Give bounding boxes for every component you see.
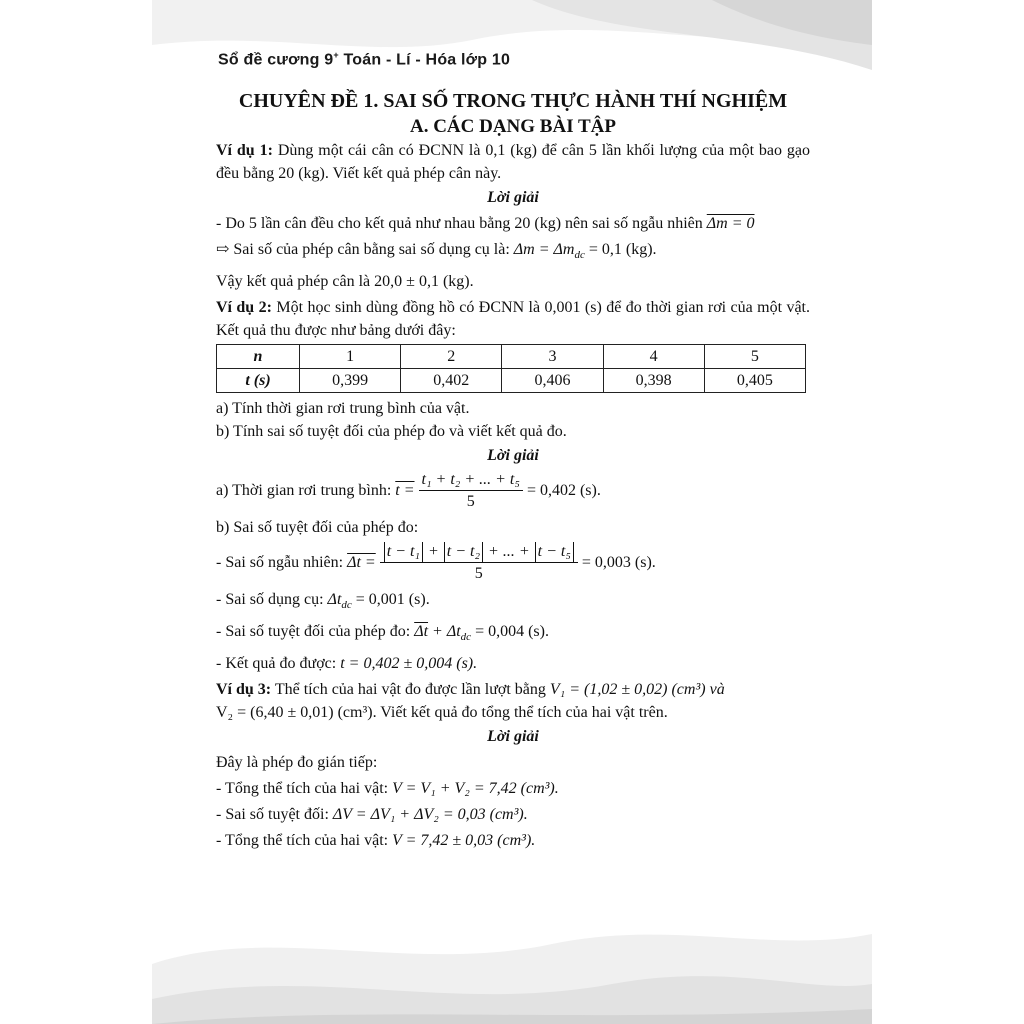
- table-cell: 0,405: [704, 369, 805, 393]
- fraction: $\frac{\text{t₁ + t₂ + ... + t₅}}{5}$: [419, 470, 523, 513]
- random-error-formula: - Sai số ngẫu nhiên: Δt = $\frac{\text{t − t₁ + t − t₂ + ... + t − t₅}}{5}$ = 0,003 (s).: [216, 542, 810, 585]
- tool-error-line: - Sai số dụng cụ: $\Delta t_{dc} = 0,001$ (s).: [216, 591, 430, 611]
- example-1-line: ⇨ Sai số của phép cân bằng sai số dụng cụ là: $\Delta m = \Delta m_{dc} = 0,1$ (kg).: [216, 241, 657, 261]
- table-cell: 3: [502, 345, 603, 369]
- solution-label: Lời giải: [487, 447, 539, 464]
- table-row: [217, 369, 806, 393]
- example-3-line: Đây là phép đo gián tiếp:: [216, 754, 378, 771]
- example-3-statement-cont: V₂ = (6,40 ± 0,01) (cm³). Viết kết quả đo tổng thể tích của hai vật trên.: [216, 704, 668, 721]
- absolute-error-heading: b) Sai số tuyệt đối của phép đo:: [216, 519, 419, 536]
- example-1-line: - Do 5 lần cân đều cho kết quả như nhau bằng 20 (kg) nên sai số ngẫu nhiên Δm = 0: [216, 215, 755, 232]
- document-body: [216, 86, 810, 855]
- table-cell: 0,402: [401, 369, 502, 393]
- result-line: - Kết quả đo được: t = 0,402 ± 0,004 (s).: [216, 655, 478, 672]
- table-cell: 1: [300, 345, 401, 369]
- table-cell: 0,399: [300, 369, 401, 393]
- table-cell: 2: [401, 345, 502, 369]
- question-a: a) Tính thời gian rơi trung bình của vật.: [216, 400, 470, 417]
- solution-label: Lời giải: [487, 728, 539, 745]
- table-cell: 0,398: [603, 369, 704, 393]
- example-1-result: Vậy kết quả phép cân là 20,0 ± 0,1 (kg).: [216, 273, 474, 290]
- example-3-line: - Sai số tuyệt đối: ΔV = ΔV₁ + ΔV₂ = 0,03 (cm³).: [216, 806, 528, 823]
- footer-wave-decoration: [152, 904, 872, 1024]
- total-error-line: - Sai số tuyệt đối của phép đo: $\overline{\Delta t} + \Delta t_{dc} = 0,004$ (s).: [216, 623, 549, 643]
- book-header: Sổ đề cương 9+ Toán - Lí - Hóa lớp 10: [218, 50, 511, 69]
- table-row: [217, 345, 806, 369]
- example-3-line: - Tổng thể tích của hai vật: V = V₁ + V₂ = 7,42 (cm³).: [216, 780, 559, 797]
- question-b: b) Tính sai số tuyệt đối của phép đo và viết kết quả đo.: [216, 423, 567, 440]
- example-2-statement: Ví dụ 2: Một học sinh dùng đồng hồ có ĐCNN là 0,001 (s) để đo thời gian rơi của một vật. Kết quả thu được như bảng dưới đây:: [216, 299, 811, 339]
- example-1-statement: Ví dụ 1: Dùng một cái cân có ĐCNN là 0,1 (kg) để cân 5 lần khối lượng của một bao gạo đều bằng 20 (kg). Viết kết quả phép cân này.: [216, 142, 811, 182]
- example-3-line: - Tổng thể tích của hai vật: V = 7,42 ± 0,03 (cm³).: [216, 832, 536, 849]
- chapter-title: CHUYÊN ĐỀ 1. SAI SỐ TRONG THỰC HÀNH THÍ NGHIỆM: [238, 90, 788, 112]
- fraction: $\frac{\text{t − t₁ + t − t₂ + ... + t − t₅}}{5}$: [380, 542, 578, 585]
- measurement-table: [216, 344, 806, 393]
- table-cell: t (s): [217, 369, 300, 393]
- section-title: A. CÁC DẠNG BÀI TẬP: [409, 116, 617, 137]
- table-cell: 0,406: [502, 369, 603, 393]
- page: [152, 0, 872, 1024]
- example-3-statement: Ví dụ 3: Thể tích của hai vật đo được lần lượt bằng V₁ = (1,02 ± 0,02) (cm³) và: [216, 681, 725, 698]
- table-cell: 5: [704, 345, 805, 369]
- mean-time-formula: a) Thời gian rơi trung bình: t = $\frac{\text{t₁ + t₂ + ... + t₅}}{5}$ = 0,402 (s).: [216, 470, 810, 513]
- table-cell: 4: [603, 345, 704, 369]
- table-cell: n: [217, 345, 300, 369]
- solution-label: Lời giải: [487, 189, 539, 206]
